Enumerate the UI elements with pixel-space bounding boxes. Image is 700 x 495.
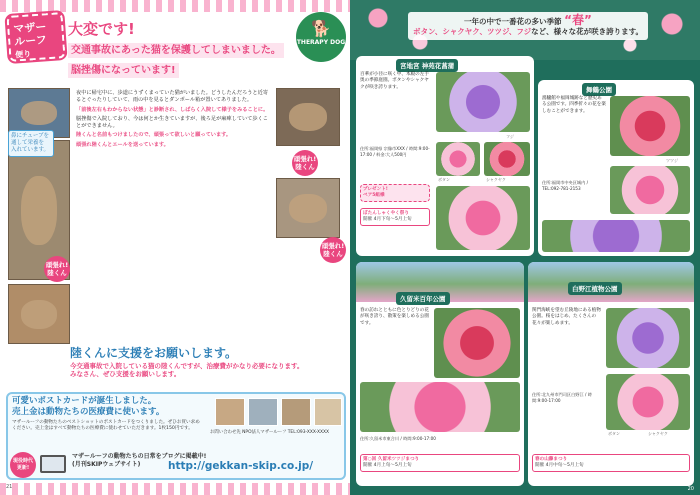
postcard-title-1: 可愛いポストカードが誕生しました。: [12, 396, 157, 406]
event-box-3: [532, 454, 690, 472]
spring-flowers: ボタン、シャクヤク、ツツジ、フジ: [413, 27, 532, 36]
event-3-title: 春の山藤まつり: [535, 457, 568, 462]
article-body: [76, 90, 272, 151]
peony-photo-2: [484, 142, 530, 176]
flower-label-2: ボタン: [438, 177, 450, 182]
bottom-stripe-border: [0, 483, 350, 495]
body-paragraph-4: 陸くんと名前もつけましたので、頑張って欲しいと願っています。: [76, 132, 232, 139]
page-number-right: 20: [687, 486, 694, 492]
garden-card-2: [538, 80, 694, 256]
present-box: [360, 184, 430, 202]
cheer-bubble-1: 頑張れ! 陸くん: [292, 150, 318, 176]
support-sub-line2: みなさん、ぜひ支援をお願いします。: [70, 370, 181, 378]
postcard-text: マザールーフの動物たちのベストショットのポストカードをつくりました。ぜひお買い求めください。売上金はすべて動物たちの医療費に使わせていただきます。1枚150円です。: [12, 420, 200, 431]
blog-text-line2: (月刊SKIPウェブサイト): [72, 461, 141, 468]
cheer-bubble-3: 頑張れ! 陸くん: [44, 256, 70, 282]
flower-label-5: ボタン: [608, 431, 620, 436]
present-line2: ペア5組様: [363, 193, 385, 198]
event-box-2: [360, 454, 520, 472]
cat-photo-3: [276, 88, 340, 146]
event-2-title: 第○回 久留米ツツジまつり: [363, 457, 420, 462]
flower-label-4: ツツジ: [666, 158, 678, 163]
spring-header-line1: [411, 15, 645, 27]
garden-1-text: 百華が小径に咲く中、本殿の左手奥の季節庭園。ボタンやシャクヤクが咲き誇ります。: [360, 72, 429, 90]
body-paragraph-2: 「前後左右もわからない状態」と診断され、しばらく入院して様子をみることに。: [76, 106, 269, 113]
cat-photo-5: [8, 284, 70, 344]
blog-text-line1: マザールーフの動物たちの日常をブログに掲載中!: [72, 453, 207, 460]
postcard-title-2: 売上金は動物たちの医療費に使います。: [12, 407, 165, 417]
event-3-detail: 開催 4月中旬〜5月上旬: [535, 463, 584, 468]
headline-title: 大変です!: [68, 20, 135, 38]
garden-4-text: 関門海峡を望む丘陵地にある植物公園。桜をはじめ、たくさんの花々が楽しめます。: [532, 308, 601, 326]
headline-area: [68, 20, 298, 78]
garden-card-3: [356, 262, 524, 486]
body-paragraph-5: 頑張れ陸くんとエールを送っています。: [76, 141, 169, 148]
flower-label-6: シャクヤク: [648, 431, 668, 436]
flower-label-3: シャクヤク: [486, 177, 506, 182]
postcard-sample-3: [281, 398, 311, 426]
garden-4-info: 住所:北九州市門司区白野江 / 時間:9:00-17:00: [532, 392, 592, 403]
support-subtext: [70, 362, 330, 378]
cheer-bubble-2: 頑張れ! 陸くん: [320, 237, 346, 263]
seal-text: THERAPY DOG: [296, 39, 346, 46]
spring-header-line2: [411, 27, 645, 37]
body-paragraph-1: 夜中に帰宅中に、歩道にうずくまっていた猫がいました。どうしたんだろうと近寄るとぐったりしていて、雨の中を見るとダンボール箱が置いてありました。: [76, 90, 268, 104]
garden-1-info: 住所:福岡県 宗像市XXX / 時間:9:00-17:00 / 料金:大人500円: [360, 146, 430, 157]
spring-header-rest: など、様々な花が咲き誇ります。: [531, 27, 643, 36]
garden-3-info: 住所:久留米市東合川 / 時間:9:00-17:00: [360, 436, 436, 441]
therapy-dog-seal: [296, 12, 346, 62]
event-2-detail: 開催 4月上旬〜5月上旬: [363, 463, 412, 468]
garden-3-photo-1: [434, 308, 520, 378]
garden-3-photo-2: [360, 382, 520, 432]
postcard-heading: [12, 396, 164, 418]
present-line1: プレゼント!: [363, 187, 388, 192]
peony-photo-1: [436, 142, 480, 176]
right-page: [350, 0, 700, 495]
logo-line3: 便り: [14, 49, 32, 60]
garden-4-photo-2: [606, 374, 690, 430]
event-1-detail: 開催 4月下旬〜5月上旬: [363, 217, 412, 222]
support-sub-line1: 今交通事故で入院している猫の陸くんですが、治療費がかなり必要になります。: [70, 362, 304, 370]
dog-icon: 🐕: [311, 19, 331, 38]
garden-1-name: 宮地宮 神苑花菖蒲: [396, 59, 458, 72]
spring-word: “春”: [564, 13, 592, 27]
postcard-sample-2: [248, 398, 278, 426]
spring-header-lead: 一年の中で一番花の多い季節: [464, 17, 562, 26]
postcard-sample-4: [314, 398, 342, 426]
headline-line2: 交通事故にあった猫を保護してしまいました。: [68, 43, 284, 58]
garden-card-4: [528, 262, 694, 486]
support-heading: 陸くんに支援をお願いします。: [70, 346, 238, 360]
postcard-contact: お問い合わせ先 NPO法人マザールーフ TEL:093-XXX-XXXX: [210, 430, 330, 435]
logo-line2: ルーフ: [13, 33, 48, 49]
garden-2-text: 鴻臚館や福岡城跡など歴史ある公園です。四季折々の花を楽しむことができます。: [542, 96, 606, 114]
headline-line3: 脳挫傷になっています!: [68, 63, 179, 78]
garden-3-name: 久留米百年公園: [396, 292, 450, 305]
garden-2-photo-3: [542, 220, 690, 252]
garden-4-name: 白野江植物公園: [568, 282, 622, 295]
garden-2-name: 舞鶴公園: [582, 83, 616, 96]
photo-caption: 鼻にチューブを 通して栄養を 入れています。: [8, 130, 54, 157]
peony-field-photo: [436, 186, 530, 250]
laptop-icon: [40, 455, 66, 473]
top-stripe-border: [0, 0, 350, 12]
mother-roof-logo: [6, 12, 65, 62]
garden-2-photo-2: [610, 166, 690, 214]
event-1-title: ぼたんしゃくやく祭り: [363, 211, 409, 216]
wisteria-photo: [436, 72, 530, 132]
garden-2-photo-1: [610, 96, 690, 156]
cat-photo-4: [276, 178, 340, 238]
garden-3-text: 春の訪れとともに色とりどりの花が咲き誇り、散策を楽しめる公園です。: [360, 308, 429, 326]
flower-label-1: フジ: [506, 134, 514, 139]
page-number-left: 21: [6, 484, 13, 490]
spring-header: [408, 12, 648, 40]
logo-line1: マザー: [12, 20, 47, 36]
event-box-1: [360, 208, 430, 226]
blog-url-link[interactable]: http://gekkan-skip.co.jp/: [168, 460, 314, 472]
blog-update-badge: 現役時代 更新!: [10, 452, 36, 478]
garden-4-photo-1: [606, 308, 690, 368]
postcard-sample-1: [215, 398, 245, 426]
garden-2-info: 住所:福岡市中央区城内 / TEL:092-781-2153: [542, 180, 589, 191]
body-paragraph-3: 脳挫傷で入院しており、今は何とか生きていますが、後ろ足が麻痺していて歩くことができません。: [76, 115, 268, 130]
garden-card-1: [356, 56, 534, 256]
